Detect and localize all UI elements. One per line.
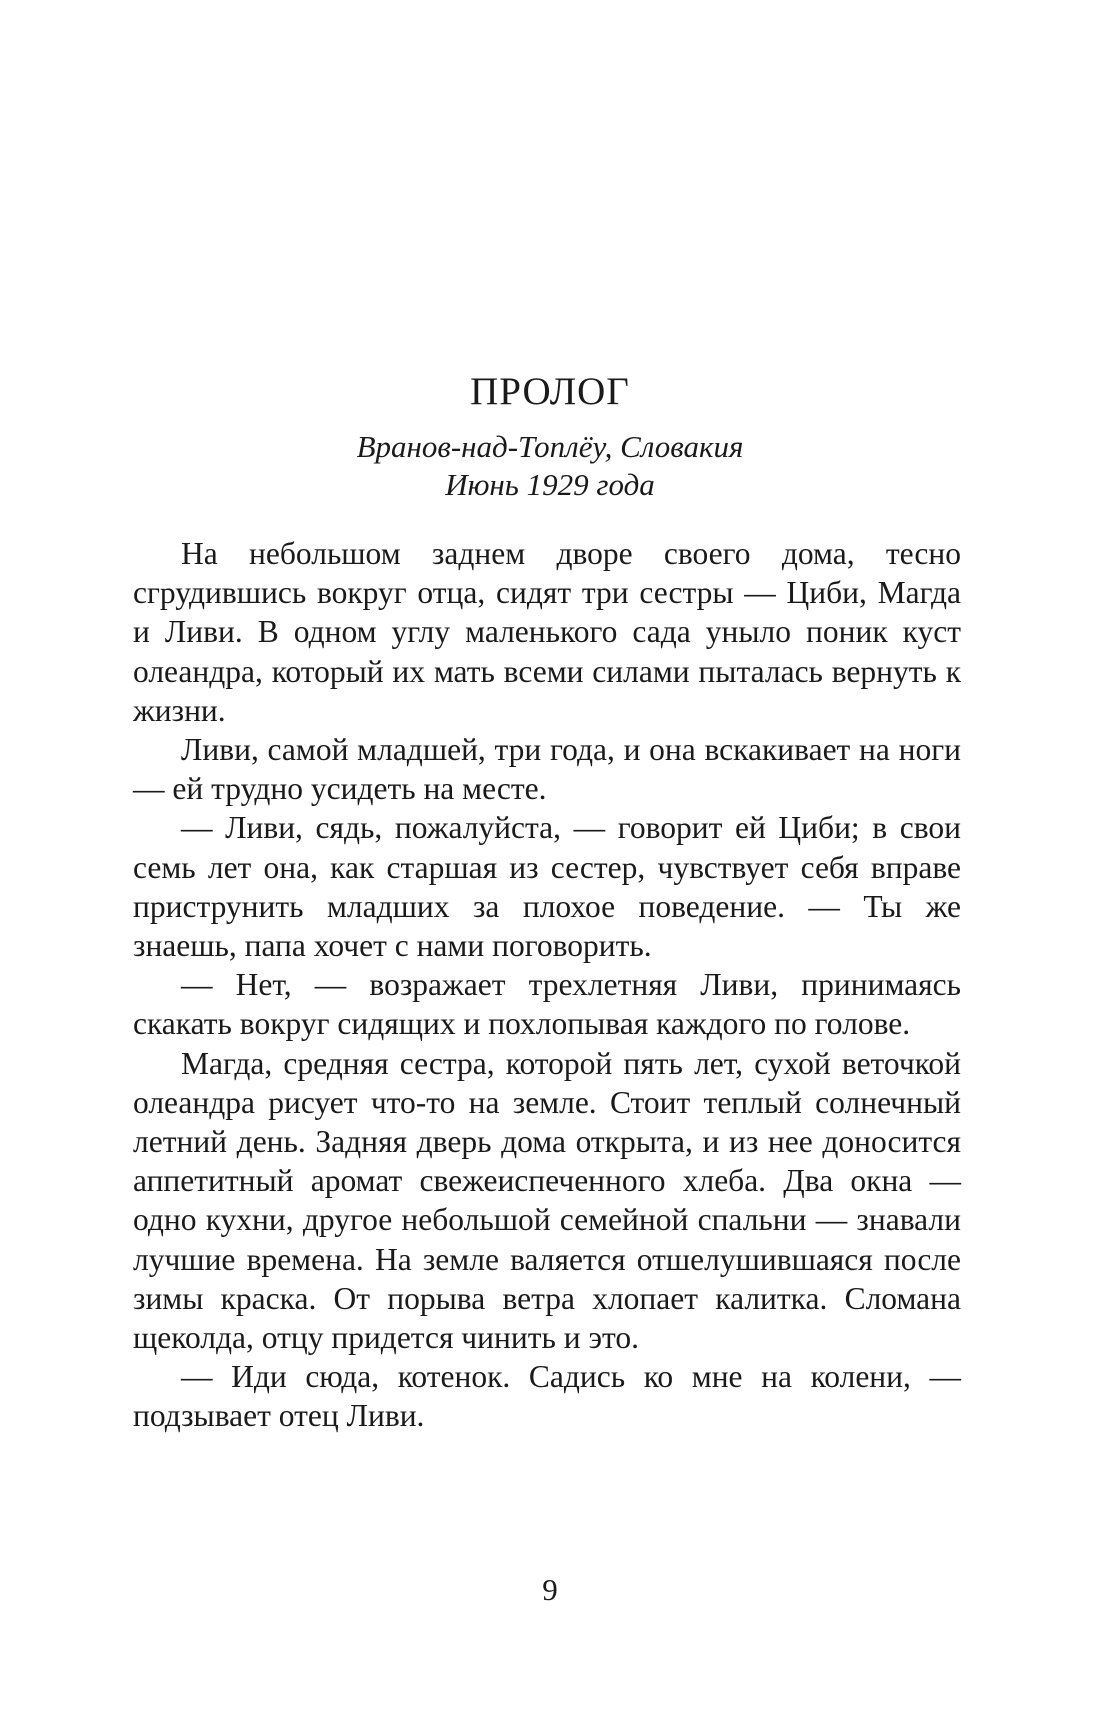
paragraph: На небольшом заднем дворе своего дома, тесно сгрудившись вокруг отца, сидят три сестры — Циби, Магда и Ливи. В одном углу маленького сада уныло поник куст олеандра, который их мать всеми силами пыталась вернуть к жизни. [133,536,961,728]
body-text [133,534,961,1436]
paragraph: — Иди сюда, котенок. Садись ко мне на колени, — подзывает отец Ливи. [133,1359,961,1434]
epigraph-place: Вранов-над-Топлёу, Словакия [356,429,744,464]
paragraph: Магда, средняя сестра, которой пять лет, сухой веточкой олеандра рисует что-то на земле. Стоит теплый солнечный летний день. Задняя дверь дома открыта, и из нее доносится аппетитный аромат свежеиспеченного хлеба. Два окна — одно кухни, другое небольшой семейной спальни — знавали лучшие времена. На земле валяется отшелушившаяся после зимы краска. От порыва ветра хлопает калитка. Сломана щеколда, отцу придется чинить и это. [133,1045,961,1356]
epigraph-date: Июнь 1929 года [445,467,655,502]
paragraph: — Ливи, сядь, пожалуйста, — говорит ей Циби; в свои семь лет она, как старшая из сестер, чувствует себя вправе приструнить младших за плохое поведение. — Ты же знаешь, папа хочет с нами поговорить. [133,810,961,964]
paragraph: — Нет, — возражает трехлетняя Ливи, принимаясь скакать вокруг сидящих и похлопывая каждого по голове. [133,967,961,1042]
chapter-title: ПРОЛОГ [470,370,630,413]
paragraph: Ливи, самой младшей, три года, и она вскакивает на ноги — ей трудно усидеть на месте. [133,732,961,807]
chapter-epigraph [0,428,1100,504]
page-number: 9 [542,1572,558,1607]
